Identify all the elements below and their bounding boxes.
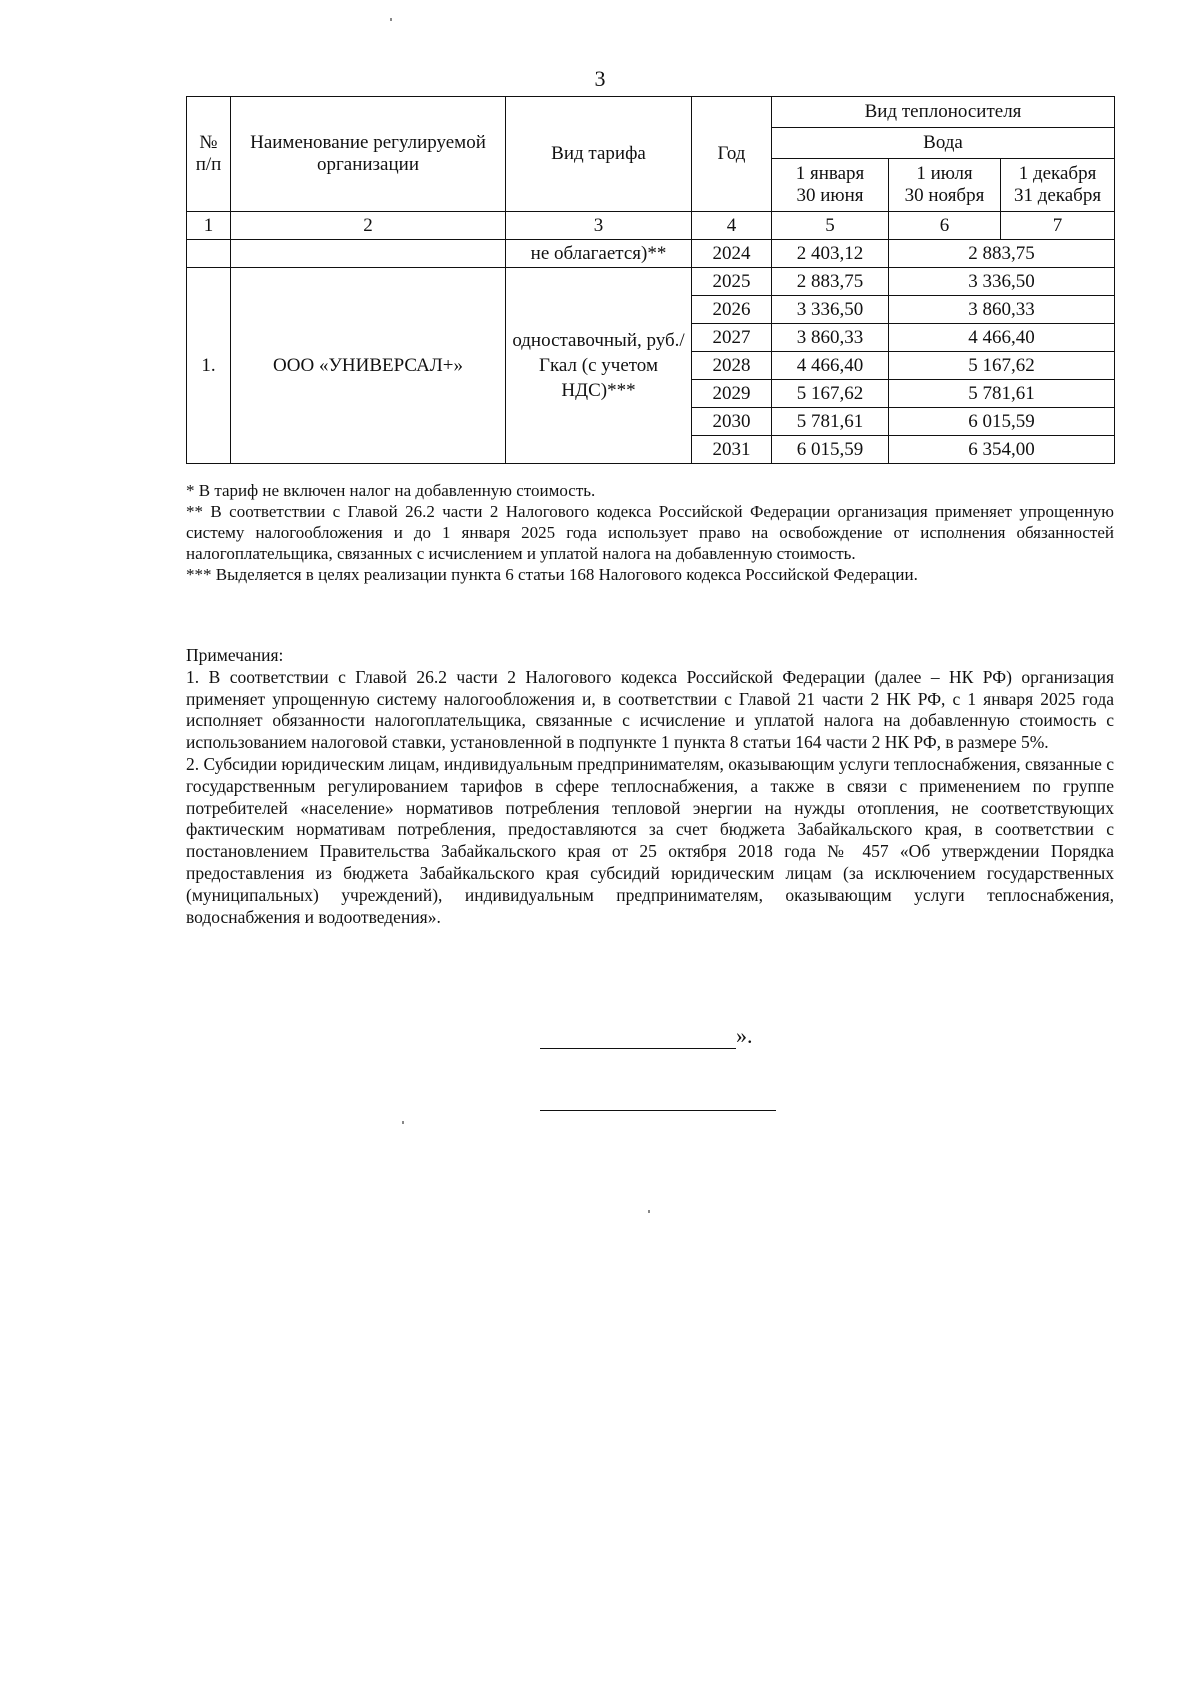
header-period-1: 1 января 30 июня (772, 159, 889, 212)
column-number: 5 (772, 212, 889, 240)
column-number: 3 (506, 212, 692, 240)
header-year: Год (692, 97, 772, 212)
header-period-3: 1 декабря 31 декабря (1001, 159, 1115, 212)
footnote: ** В соответствии с Главой 26.2 части 2 Налогового кодекса Российской Федерации организация применяет упрощенную систему налогообложения и до 1 января 2025 года использует право на освобождение от исполнения обязанностей налогоплательщика, связанных с исчислением и уплатой налога на добавленную стоимость. (186, 502, 1114, 563)
year-cell: 2030 (692, 408, 772, 436)
footnotes (186, 480, 1114, 585)
closing-mark (540, 1023, 770, 1049)
year-cell: 2028 (692, 352, 772, 380)
closing-underline (540, 1028, 736, 1049)
notes-heading: Примечания: (186, 645, 284, 665)
org-number: 1. (187, 268, 231, 464)
header-period-2: 1 июля 30 ноября (889, 159, 1001, 212)
value-cell: 6 015,59 (772, 436, 889, 464)
header-num: № п/п (187, 97, 231, 212)
column-number: 4 (692, 212, 772, 240)
end-separator-line (540, 1110, 776, 1111)
value-cell: 6 354,00 (889, 436, 1115, 464)
column-number: 1 (187, 212, 231, 240)
page-number: 3 (594, 66, 606, 91)
header-tariff: Вид тарифа (506, 97, 692, 212)
footnote: * В тариф не включен налог на добавленную стоимость. (186, 481, 596, 500)
scan-speck (648, 1210, 650, 1213)
value-cell: 5 781,61 (772, 408, 889, 436)
header-org: Наименование регулируемой организации (231, 97, 506, 212)
footnote: *** Выделяется в целях реализации пункта 6 статьи 168 Налогового кодекса Российской Федерации. (186, 565, 918, 584)
tariff-cell: не облагается)** (506, 240, 692, 268)
table-row (187, 240, 1115, 268)
year-cell: 2025 (692, 268, 772, 296)
table-row (187, 268, 1115, 296)
header-water: Вода (772, 128, 1115, 159)
header-carrier: Вид теплоносителя (772, 97, 1115, 128)
value-cell: 3 860,33 (772, 324, 889, 352)
value-cell: 3 336,50 (772, 296, 889, 324)
value-cell: 5 781,61 (889, 380, 1115, 408)
tariff-type: одноставочный, руб./Гкал (с учетом НДС)*** (506, 268, 692, 464)
value-cell: 5 167,62 (772, 380, 889, 408)
value-cell: 2 403,12 (772, 240, 889, 268)
notes (186, 645, 1114, 928)
value-cell: 3 336,50 (889, 268, 1115, 296)
column-number-row (187, 212, 1115, 240)
value-cell: 6 015,59 (889, 408, 1115, 436)
year-cell: 2024 (692, 240, 772, 268)
column-number: 7 (1001, 212, 1115, 240)
note-item: 1. В соответствии с Главой 26.2 части 2 Налогового кодекса Российской Федерации (далее – НК РФ) организация применяет упрощенную систему налогообложения и, в соответствии с Главой 21 части 2 НК РФ, с 1 января 2025 года исполняет обязанности налогоплательщика, связанные с исчисление и уплатой налога на добавленную стоимость с использованием налоговой ставки, установленной в подпункте 1 пункта 8 статьи 164 части 2 НК РФ, в размере 5%. (186, 666, 1114, 753)
value-cell: 4 466,40 (772, 352, 889, 380)
year-cell: 2026 (692, 296, 772, 324)
value-cell: 3 860,33 (889, 296, 1115, 324)
scan-speck (390, 18, 392, 21)
column-number: 6 (889, 212, 1001, 240)
note-item: 2. Субсидии юридическим лицам, индивидуальным предпринимателям, оказывающим услуги теплоснабжения, связанные с государственным регулированием тарифов в сфере теплоснабжения, а также в связи с применением по группе потребителей «население» нормативов потребления тепловой энергии на нужды отопления, не соответствующих фактическим нормативам потребления, предоставляются за счет бюджета Забайкальского края, в соответствии с постановлением Правительства Забайкальского края от 25 октября 2018 года № 457 «Об утверждении Порядка предоставления из бюджета Забайкальского края субсидий юридическим лицам (за исключением государственных (муниципальных) учреждений), индивидуальным предпринимателям, оказывающим услуги теплоснабжения, водоснабжения и водоотведения». (186, 753, 1114, 927)
year-cell: 2031 (692, 436, 772, 464)
closing-quote: ». (736, 1023, 753, 1048)
scan-speck (402, 1121, 404, 1124)
value-cell: 2 883,75 (889, 240, 1115, 268)
value-cell: 2 883,75 (772, 268, 889, 296)
org-name: ООО «УНИВЕРСАЛ+» (231, 268, 506, 464)
year-cell: 2029 (692, 380, 772, 408)
value-cell: 5 167,62 (889, 352, 1115, 380)
column-number: 2 (231, 212, 506, 240)
tariff-table (186, 96, 1115, 464)
value-cell: 4 466,40 (889, 324, 1115, 352)
year-cell: 2027 (692, 324, 772, 352)
